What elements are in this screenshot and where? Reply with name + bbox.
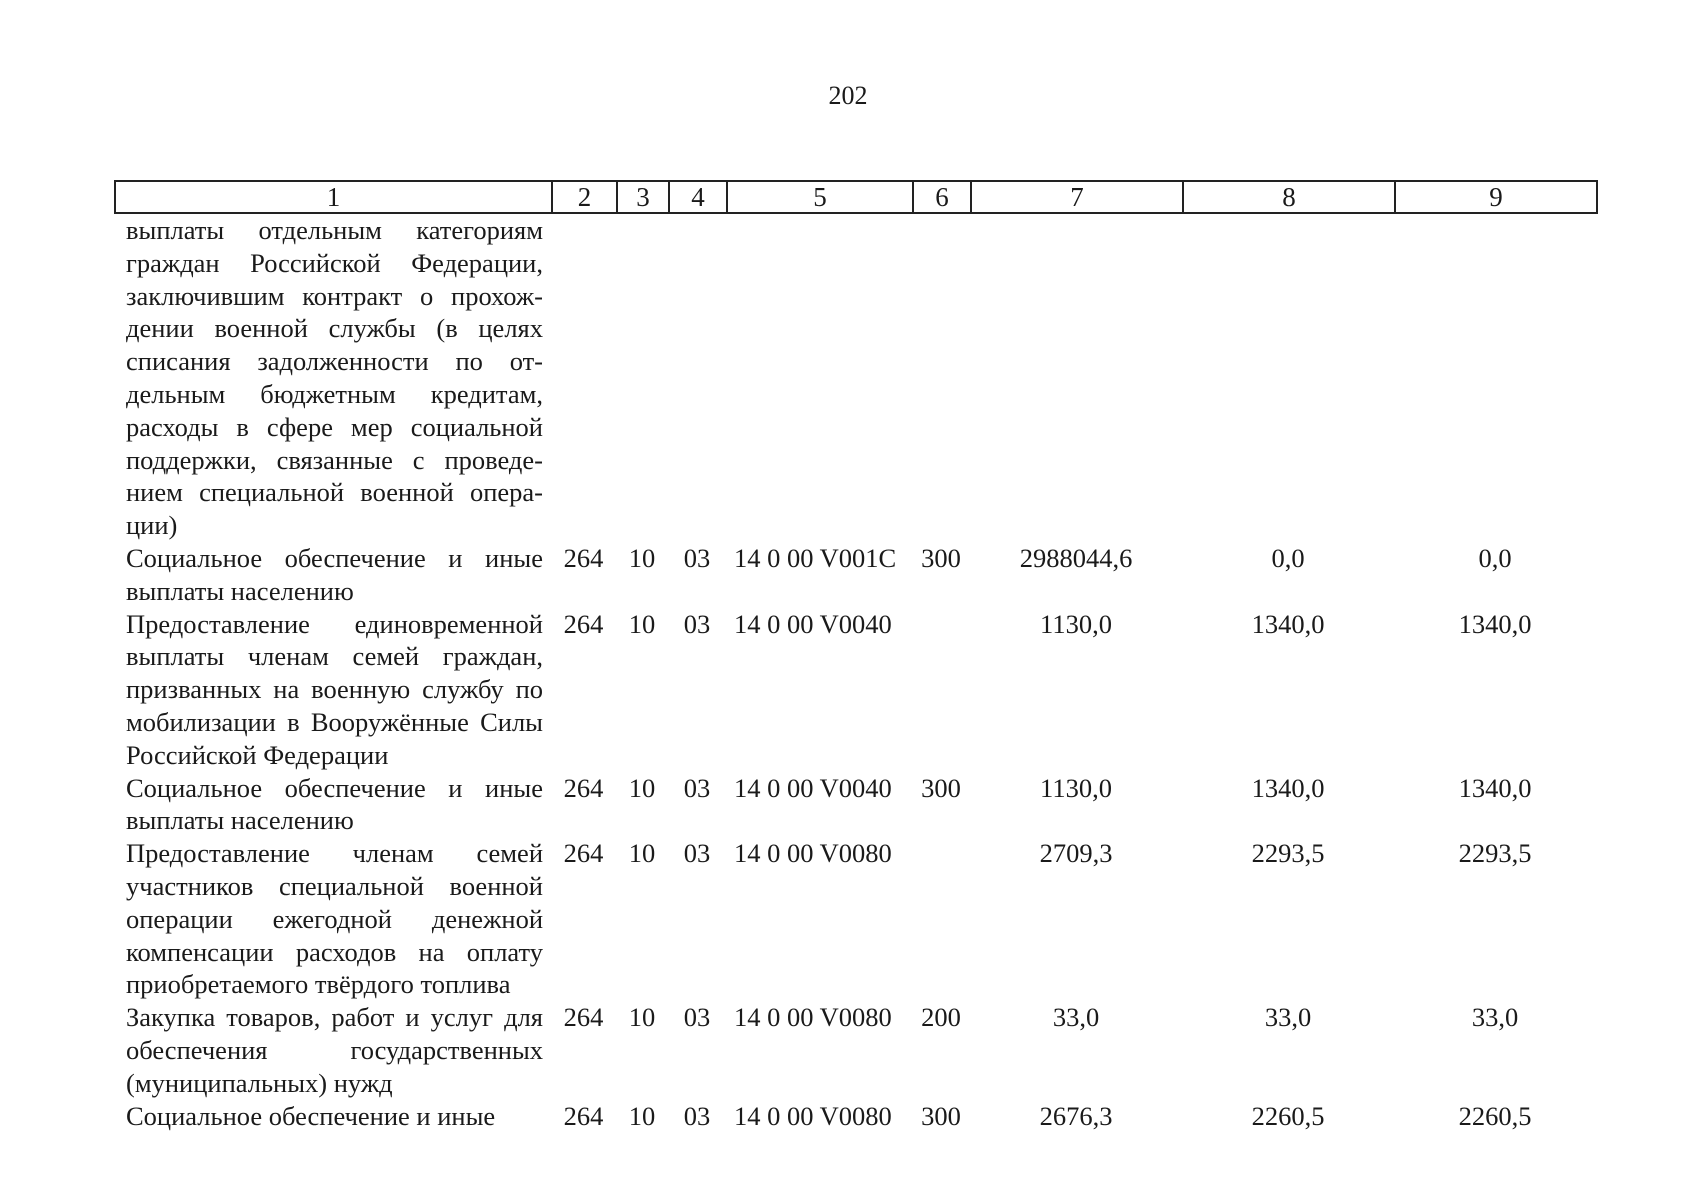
cell-amount-col8 (1182, 214, 1394, 542)
cell-section: 10 (628, 1002, 656, 1033)
row-description: выплаты отдельным категориям граждан Российской Федерации, заключившим контракт о прохождении военной службы (в целях списания задолженности по отдельным бюджетным кредитам, расходы в сфере мер социальной поддержки, связанные с проведением специальной военной операции) (126, 215, 543, 541)
cell-expense-type: 300 (921, 1100, 961, 1131)
cell-code-ministry (551, 214, 616, 542)
cell-amount-col9: 33,0 (1471, 1002, 1519, 1033)
column-header: 2 (552, 181, 617, 213)
cell-amount-col7 (970, 214, 1182, 542)
cell-amount-col9: 2293,5 (1458, 838, 1532, 869)
cell-target-article: 14 0 00 V001C (734, 542, 897, 573)
cell-amount-col8: 2293,5 (1251, 838, 1325, 869)
cell-subsection (668, 214, 726, 542)
cell-section: 10 (628, 838, 656, 869)
cell-code-ministry: 264 (563, 772, 604, 803)
table-row (114, 608, 1596, 772)
budget-table (114, 214, 1596, 1132)
cell-expense-type: 300 (921, 772, 961, 803)
column-header: 8 (1183, 181, 1395, 213)
cell-amount-col8: 33,0 (1264, 1002, 1312, 1033)
cell-subsection: 03 (683, 542, 711, 573)
cell-amount-col9: 1340,0 (1458, 608, 1532, 639)
column-header: 9 (1395, 181, 1597, 213)
cell-code-ministry: 264 (563, 838, 604, 869)
cell-amount-col7: 1130,0 (1040, 772, 1112, 803)
cell-amount-col9: 1340,0 (1458, 772, 1532, 803)
cell-code-ministry: 264 (563, 608, 604, 639)
cell-subsection: 03 (683, 608, 711, 639)
cell-amount-col8: 2260,5 (1251, 1100, 1325, 1131)
cell-amount-col8: 0,0 (1271, 542, 1305, 573)
cell-target-article: 14 0 00 V0080 (734, 1002, 892, 1033)
cell-amount-col8: 1340,0 (1251, 772, 1325, 803)
row-description: Социальное обеспечение и иные выплаты населению (126, 772, 543, 836)
cell-amount-col7: 2709,3 (1039, 838, 1113, 869)
cell-subsection: 03 (683, 772, 711, 803)
cell-subsection: 03 (683, 1100, 711, 1131)
cell-target-article (726, 214, 912, 542)
column-header: 1 (115, 181, 552, 213)
cell-section: 10 (628, 608, 656, 639)
column-header: 5 (727, 181, 913, 213)
cell-code-ministry: 264 (563, 1002, 604, 1033)
row-description: Социальное обеспечение и иные (126, 1100, 496, 1131)
page-number: 202 (828, 81, 868, 110)
table-row (114, 542, 1596, 608)
cell-section (616, 214, 668, 542)
cell-target-article: 14 0 00 V0080 (734, 838, 892, 869)
cell-expense-type (912, 837, 970, 1001)
cell-expense-type (912, 608, 970, 772)
column-header-row (115, 181, 1597, 213)
cell-amount-col7: 33,0 (1052, 1002, 1100, 1033)
table-row (114, 772, 1596, 838)
row-description: Предоставление членам семей участников специальной военной операции ежегодной денежной компенсации расходов на оплату приобретаемого твёрдого топлива (126, 838, 543, 1000)
row-description: Закупка товаров, работ и услуг для обеспечения государственных (муниципальных) нужд (126, 1002, 543, 1098)
table-row (114, 1100, 1596, 1133)
cell-target-article: 14 0 00 V0040 (734, 608, 892, 639)
cell-expense-type: 200 (921, 1002, 961, 1033)
cell-subsection: 03 (683, 1002, 711, 1033)
cell-subsection: 03 (683, 838, 711, 869)
cell-section: 10 (628, 542, 656, 573)
cell-expense-type (912, 214, 970, 542)
cell-target-article: 14 0 00 V0080 (734, 1100, 892, 1131)
table-row (114, 214, 1596, 542)
cell-amount-col9: 2260,5 (1458, 1100, 1532, 1131)
column-header-table (114, 180, 1598, 214)
row-description: Социальное обеспечение и иные выплаты населению (126, 542, 543, 606)
cell-amount-col9 (1394, 214, 1596, 542)
column-header: 6 (913, 181, 971, 213)
cell-amount-col7: 1130,0 (1040, 608, 1112, 639)
cell-target-article: 14 0 00 V0040 (734, 772, 892, 803)
cell-amount-col7: 2988044,6 (1019, 542, 1133, 573)
cell-amount-col8: 1340,0 (1251, 608, 1325, 639)
cell-amount-col9: 0,0 (1478, 542, 1512, 573)
cell-section: 10 (628, 1100, 656, 1131)
cell-code-ministry: 264 (563, 542, 604, 573)
cell-amount-col7: 2676,3 (1039, 1100, 1113, 1131)
cell-section: 10 (628, 772, 656, 803)
cell-code-ministry: 264 (563, 1100, 604, 1131)
column-header: 7 (971, 181, 1183, 213)
row-description: Предоставление единовременной выплаты членам семей граждан, призванных на военную службу по мобилизации в Вооружённые Силы Российской Федерации (126, 608, 543, 770)
cell-expense-type: 300 (921, 542, 961, 573)
column-header: 4 (669, 181, 727, 213)
column-header: 3 (617, 181, 669, 213)
table-row (114, 837, 1596, 1001)
table-row (114, 1001, 1596, 1099)
